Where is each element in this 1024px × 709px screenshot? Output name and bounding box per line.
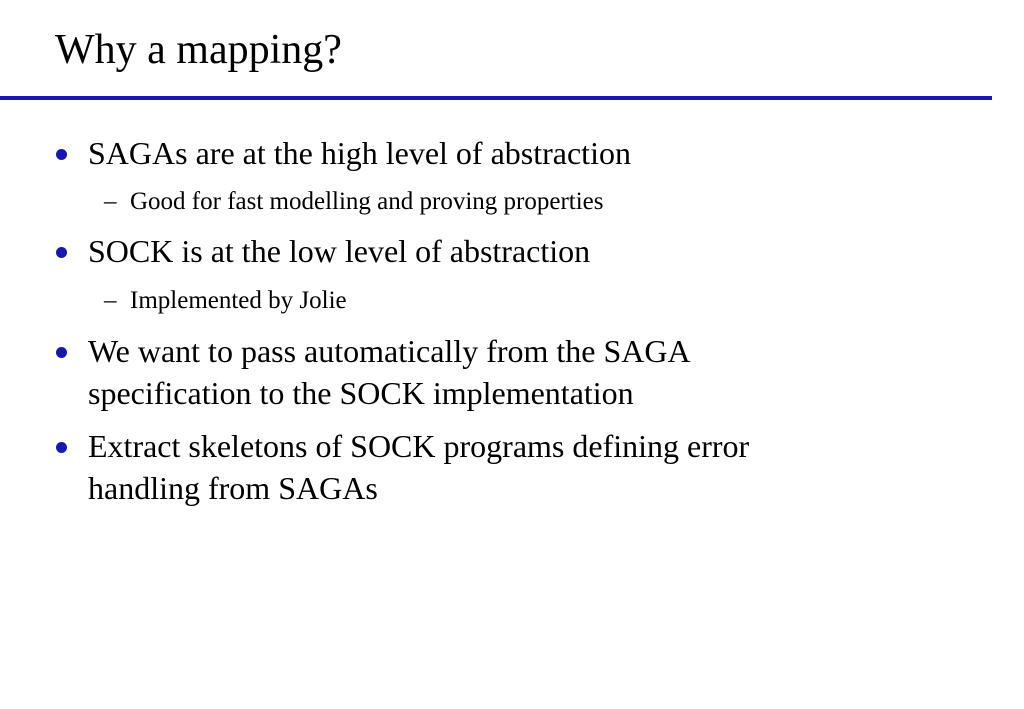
bullet-dot-icon [56, 247, 67, 258]
title-divider [0, 96, 992, 100]
dash-icon: – [104, 287, 117, 314]
sub-bullet-item [104, 186, 604, 218]
bullet-item [88, 132, 908, 174]
bullet-dot-icon [56, 149, 67, 160]
bullet-dot-icon [56, 442, 67, 453]
sub-bullet-text: Implemented by Jolie [130, 287, 347, 314]
slide-title: Why a mapping? [55, 27, 342, 73]
bullet-item [88, 425, 868, 509]
bullet-text: We want to pass automatically from the SAGA specification to the SOCK implementation [88, 333, 689, 411]
bullet-text: SOCK is at the low level of abstraction [88, 233, 591, 269]
bullet-item [88, 330, 848, 414]
bullet-text: SAGAs are at the high level of abstraction [88, 135, 631, 171]
sub-bullet-item [104, 285, 347, 317]
bullet-item [88, 230, 908, 272]
bullet-text: Extract skeletons of SOCK programs defining error handling from SAGAs [88, 428, 750, 506]
sub-bullet-text: Good for fast modelling and proving properties [130, 188, 604, 215]
dash-icon: – [104, 188, 117, 215]
bullet-dot-icon [56, 347, 67, 358]
